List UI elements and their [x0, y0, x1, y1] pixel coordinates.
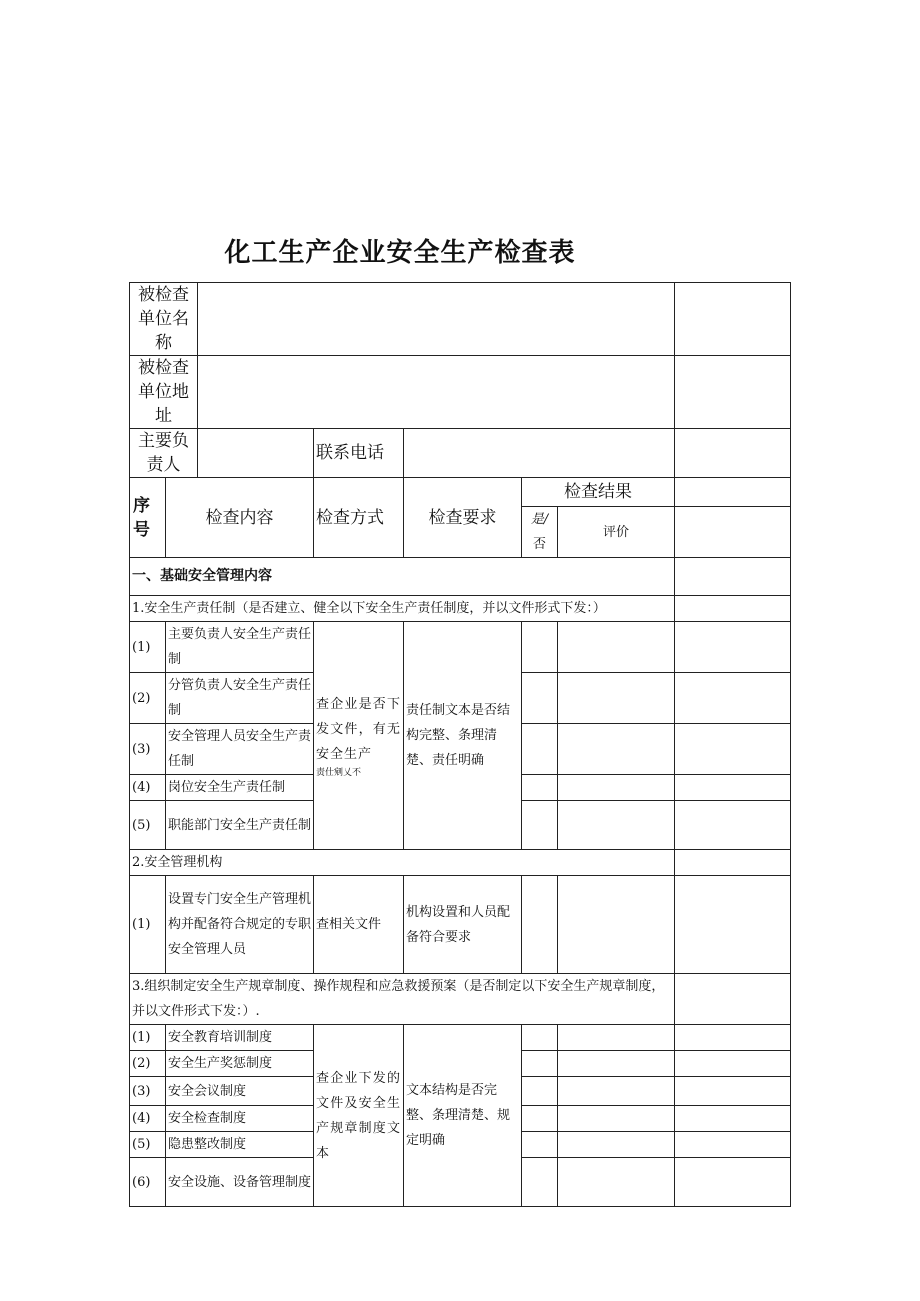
item-text: 安全生产奖惩制度	[166, 1051, 314, 1077]
s1-method-text: 查企业是否下发文件，有无安全生产	[316, 697, 401, 762]
blank-cell	[675, 596, 791, 622]
evaluation-cell[interactable]	[558, 1158, 675, 1207]
item-number: (3)	[130, 724, 166, 775]
item-text: 安全会议制度	[166, 1077, 314, 1106]
item-number: (5)	[130, 801, 166, 850]
unit-address-label: 被检查单位地址	[130, 356, 198, 429]
evaluation-cell[interactable]	[558, 1051, 675, 1077]
evaluation-cell[interactable]	[558, 876, 675, 974]
requirement-header: 检查要求	[404, 478, 522, 558]
unit-name-label: 被检查单位名称	[130, 283, 198, 356]
page-title: 化工生产企业安全生产检查表	[224, 238, 576, 268]
unit-address-value[interactable]	[198, 356, 675, 429]
yes-no-cell[interactable]	[522, 1051, 558, 1077]
unit-name-extra	[675, 283, 791, 356]
item-number: (2)	[130, 673, 166, 724]
blank-cell	[675, 1158, 791, 1207]
item-number: (1)	[130, 876, 166, 974]
yes-no-cell[interactable]	[522, 801, 558, 850]
item-text: 安全管理人员安全生产责任制	[166, 724, 314, 775]
item-text: 隐患整改制度	[166, 1132, 314, 1158]
item-number: (6)	[130, 1158, 166, 1207]
blank-cell	[675, 622, 791, 673]
item-text: 安全设施、设备管理制度	[166, 1158, 314, 1207]
section-basic-title: 一、基础安全管理内容	[130, 558, 675, 596]
s1-method-small: 责仕剜乂不	[316, 768, 362, 778]
evaluation-cell[interactable]	[558, 801, 675, 850]
evaluation-cell[interactable]	[558, 622, 675, 673]
phone-extra	[675, 429, 791, 478]
blank-cell	[675, 1106, 791, 1132]
evaluation-cell[interactable]	[558, 673, 675, 724]
blank-cell	[675, 850, 791, 876]
s1-requirement: 责任制文本是否结构完整、条理清楚、责任明确	[404, 622, 522, 850]
yes-no-cell[interactable]	[522, 622, 558, 673]
principal-value[interactable]	[198, 429, 314, 478]
section-2-title: 2.安全管理机构	[130, 850, 675, 876]
yes-no-cell[interactable]	[522, 724, 558, 775]
blank-cell	[675, 1132, 791, 1158]
s3-method: 查企业下发的文件及安全生产规章制度文本	[314, 1025, 404, 1207]
evaluation-cell[interactable]	[558, 1132, 675, 1158]
phone-label: 联系电话	[314, 429, 404, 478]
item-number: (4)	[130, 1106, 166, 1132]
item-text: 安全检查制度	[166, 1106, 314, 1132]
blank-cell	[675, 974, 791, 1025]
blank-cell	[675, 801, 791, 850]
blank-cell	[675, 1025, 791, 1051]
blank-cell	[675, 673, 791, 724]
blank-cell	[675, 775, 791, 801]
evaluation-cell[interactable]	[558, 775, 675, 801]
blank-cell	[675, 1051, 791, 1077]
item-number: (3)	[130, 1077, 166, 1106]
item-text: 安全教育培训制度	[166, 1025, 314, 1051]
evaluation-extra	[675, 507, 791, 558]
s2-requirement: 机构设置和人员配备符合要求	[404, 876, 522, 974]
item-text: 主要负责人安全生产责任制	[166, 622, 314, 673]
blank-cell	[675, 724, 791, 775]
yes-no-cell[interactable]	[522, 1077, 558, 1106]
blank-cell	[675, 876, 791, 974]
yes-no-cell[interactable]	[522, 1025, 558, 1051]
phone-value[interactable]	[404, 429, 675, 478]
blank-cell	[675, 1077, 791, 1106]
s2-method: 查相关文件	[314, 876, 404, 974]
yes-no-cell[interactable]	[522, 1106, 558, 1132]
yes-no-cell[interactable]	[522, 775, 558, 801]
yes-label: 是/	[530, 512, 549, 527]
unit-address-extra	[675, 356, 791, 429]
yes-no-cell[interactable]	[522, 1132, 558, 1158]
principal-label: 主要负责人	[130, 429, 198, 478]
section-3-title: 3.组织制定安全生产规章制度、操作规程和应急救援预案（是否制定以下安全生产规章制度，并以文件形式下发：）.	[130, 974, 675, 1025]
evaluation-cell[interactable]	[558, 1077, 675, 1106]
result-extra	[675, 478, 791, 507]
evaluation-cell[interactable]	[558, 724, 675, 775]
no-label: 否	[532, 537, 546, 552]
yes-no-cell[interactable]	[522, 1158, 558, 1207]
method-header: 检查方式	[314, 478, 404, 558]
evaluation-header: 评价	[558, 507, 675, 558]
item-text: 职能部门安全生产责任制	[166, 801, 314, 850]
yes-no-cell[interactable]	[522, 876, 558, 974]
content-header: 检查内容	[166, 478, 314, 558]
blank-cell	[675, 558, 791, 596]
yes-no-cell[interactable]	[522, 673, 558, 724]
section-1-title: 1.安全生产责任制（是否建立、健全以下安全生产责任制度，并以文件形式下发：）	[130, 596, 675, 622]
result-header: 检查结果	[522, 478, 675, 507]
item-text: 设置专门安全生产管理机构并配备符合规定的专职安全管理人员	[166, 876, 314, 974]
yes-no-header	[522, 507, 558, 558]
item-number: (4)	[130, 775, 166, 801]
evaluation-cell[interactable]	[558, 1106, 675, 1132]
item-text: 分管负责人安全生产责任制	[166, 673, 314, 724]
s1-method	[314, 622, 404, 850]
item-number: (5)	[130, 1132, 166, 1158]
item-number: (2)	[130, 1051, 166, 1077]
item-number: (1)	[130, 622, 166, 673]
evaluation-cell[interactable]	[558, 1025, 675, 1051]
seq-header: 序号	[130, 478, 166, 558]
item-text: 岗位安全生产责任制	[166, 775, 314, 801]
s3-requirement: 文本结构是否完整、条理清楚、规定明确	[404, 1025, 522, 1207]
item-number: (1)	[130, 1025, 166, 1051]
inspection-table	[129, 282, 791, 1207]
unit-name-value[interactable]	[198, 283, 675, 356]
